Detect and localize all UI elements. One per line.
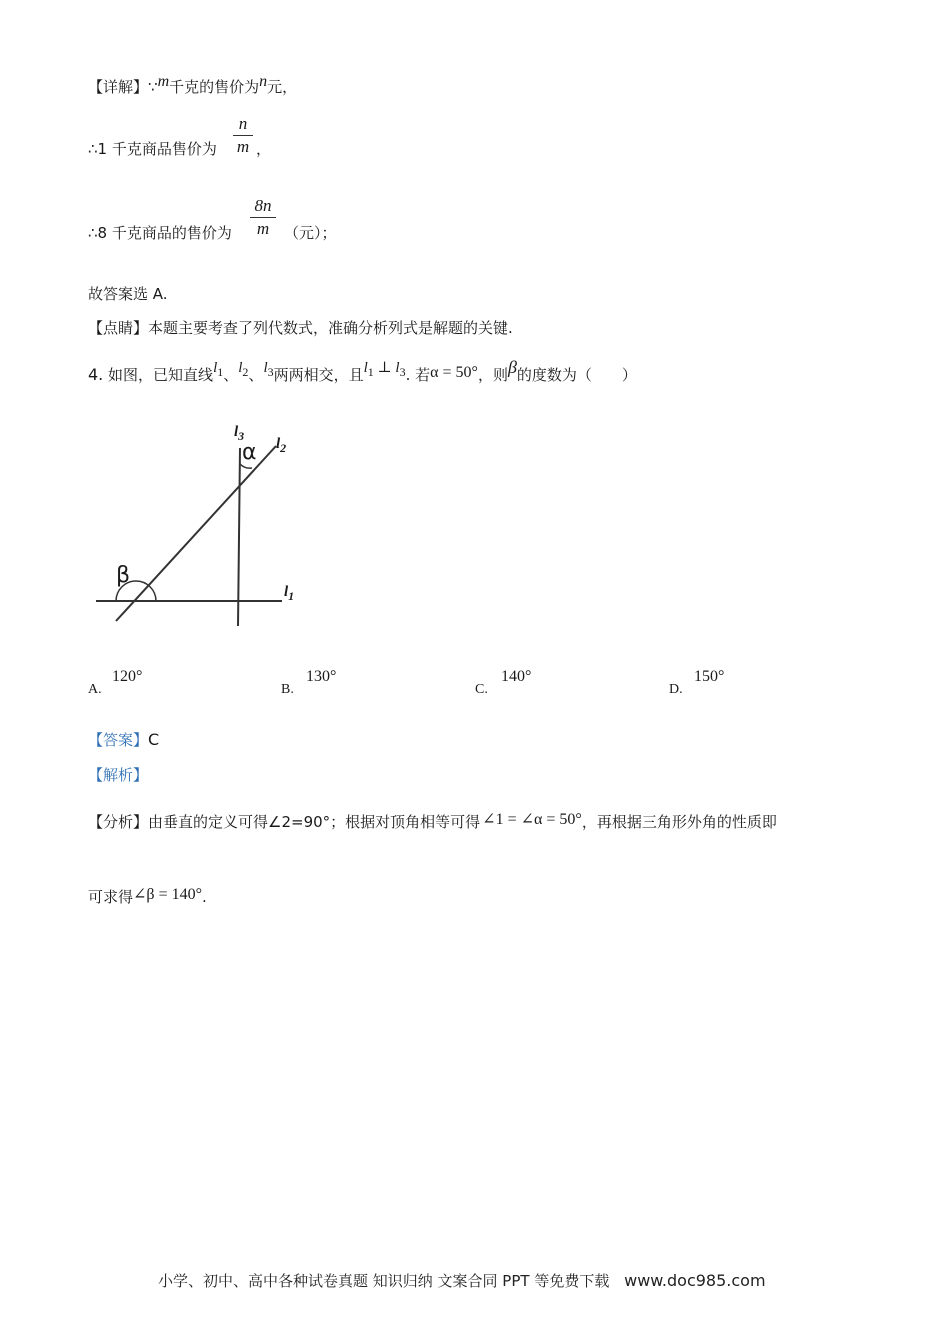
option-c-letter: C. bbox=[475, 682, 488, 697]
option-d-value: 150° bbox=[694, 668, 725, 685]
question-text-3: . 若 bbox=[405, 366, 431, 384]
analysis-text-1: 由垂直的定义可得∠2=90°；根据对顶角相等可得 bbox=[148, 813, 481, 831]
analysis-text-2: ，再根据三角形外角的性质即 bbox=[581, 813, 777, 831]
line-l3: $l_3$ bbox=[263, 360, 274, 379]
line3-therefore: ∴8 千克商品的售价为 bbox=[88, 224, 232, 242]
option-c-value: 140° bbox=[501, 668, 532, 685]
analysis-heading: 【解析】 bbox=[88, 766, 149, 784]
figure-label-l3: $l_3$ bbox=[234, 424, 245, 443]
line2-therefore: ∴1 千克商品售价为 bbox=[88, 140, 217, 158]
comment-label: 【点睛】 bbox=[88, 319, 149, 337]
question-text-4: ，则 bbox=[477, 366, 508, 384]
separator-2: 、 bbox=[248, 366, 264, 384]
geometry-figure bbox=[80, 420, 320, 640]
var-m: m bbox=[157, 73, 170, 90]
perpendicular-expr: $l_1$ ⊥ $l_3$ bbox=[363, 360, 406, 379]
comment-text: 本题主要考查了列代数式，准确分析列式是解题的关键. bbox=[148, 319, 513, 337]
answer-line bbox=[88, 729, 159, 750]
alpha-expr: α = 50° bbox=[430, 364, 478, 381]
option-a[interactable] bbox=[88, 668, 268, 702]
fraction-numerator: n bbox=[238, 114, 248, 133]
figure-label-l2: $l_2$ bbox=[276, 436, 287, 455]
option-b-value: 130° bbox=[306, 668, 337, 685]
line-l1: $l_1$ bbox=[213, 360, 224, 379]
detail-text-1: 千克的售价为 bbox=[169, 78, 260, 96]
detail-line bbox=[88, 73, 298, 97]
line3-tail: （元）； bbox=[284, 224, 337, 242]
option-d[interactable] bbox=[669, 668, 849, 702]
page-footer bbox=[158, 1270, 766, 1291]
fraction-bar bbox=[233, 135, 253, 136]
analysis-expr-1: ∠1 = ∠α = 50° bbox=[482, 811, 582, 828]
beta-symbol: β bbox=[507, 357, 517, 377]
detail-text-2: 元， bbox=[267, 78, 298, 96]
option-b-letter: B. bbox=[281, 682, 294, 697]
question-text-2: 两两相交，且 bbox=[273, 366, 364, 384]
figure-label-l1: $l_1$ bbox=[284, 584, 295, 603]
answer-value: C bbox=[148, 730, 160, 749]
analysis-expr-2: ∠β = 140° bbox=[133, 886, 202, 903]
analysis-label: 【分析】 bbox=[88, 813, 149, 831]
fraction-numerator: 8n bbox=[254, 196, 272, 215]
line-l3-drawing bbox=[238, 448, 240, 626]
analysis-line-2 bbox=[88, 886, 207, 907]
question-text-5: 的度数为（ ） bbox=[516, 366, 637, 384]
option-c[interactable] bbox=[475, 668, 655, 702]
line2-tail: ， bbox=[256, 140, 272, 158]
figure-label-alpha: α bbox=[242, 440, 257, 465]
var-n: n bbox=[259, 73, 268, 90]
option-d-letter: D. bbox=[669, 682, 683, 697]
answer-choice-line: 故答案选 A. bbox=[88, 285, 168, 303]
line-l2: $l_2$ bbox=[238, 360, 249, 379]
footer-url[interactable]: www.doc985.com bbox=[624, 1271, 766, 1290]
option-b[interactable] bbox=[281, 668, 461, 702]
line2-text bbox=[88, 138, 217, 159]
analysis-line-1 bbox=[88, 811, 777, 832]
because-symbol: ∵ bbox=[148, 78, 158, 96]
fraction-8n-over-m bbox=[250, 196, 276, 239]
question-4 bbox=[88, 357, 637, 388]
fraction-n-over-m bbox=[233, 114, 253, 157]
fraction-denominator: m bbox=[256, 219, 270, 238]
line3-text bbox=[88, 222, 232, 243]
analysis-text-4: . bbox=[201, 888, 207, 906]
option-a-value: 120° bbox=[112, 668, 143, 685]
fraction-bar bbox=[250, 217, 276, 218]
question-number: 4. bbox=[88, 365, 104, 384]
detail-label: 【详解】 bbox=[88, 78, 149, 96]
comment-line bbox=[88, 317, 513, 338]
figure-label-beta: β bbox=[116, 563, 131, 588]
answer-label: 【答案】 bbox=[88, 731, 149, 749]
analysis-text-3: 可求得 bbox=[88, 888, 134, 906]
option-a-letter: A. bbox=[88, 682, 102, 697]
line-l2-drawing bbox=[116, 446, 276, 621]
footer-text: 小学、初中、高中各种试卷真题 知识归纳 文案合同 PPT 等免费下载 bbox=[158, 1272, 610, 1290]
question-text-1: 如图，已知直线 bbox=[108, 366, 214, 384]
fraction-denominator: m bbox=[236, 137, 250, 156]
separator-1: 、 bbox=[223, 366, 239, 384]
